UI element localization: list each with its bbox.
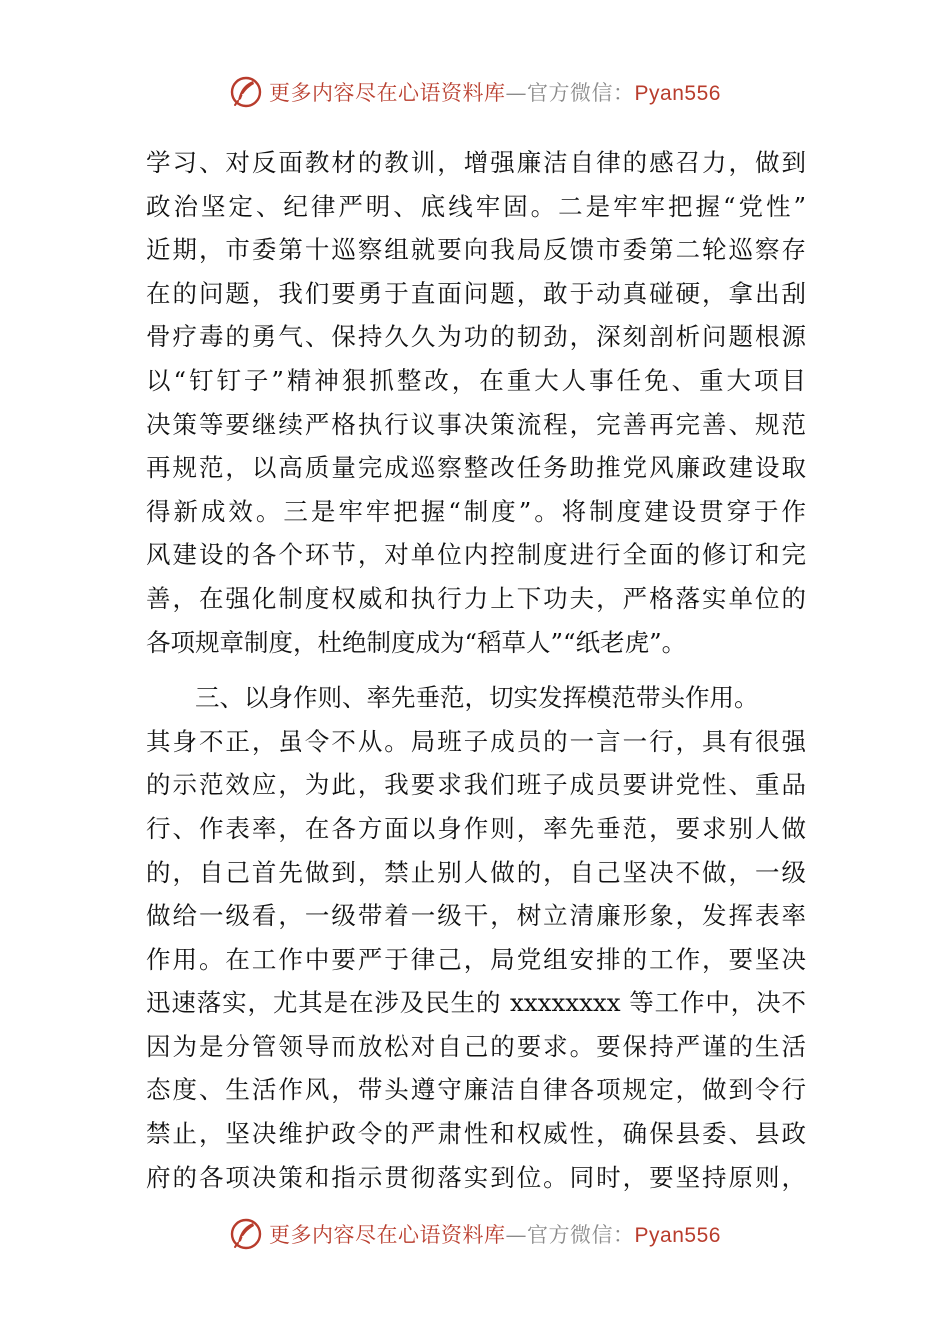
watermark-wechat-id: Pyan556 (634, 82, 721, 105)
text-line: 行、作表率，在各方面以身作则，率先垂范，要求别人做 (146, 813, 806, 843)
text-line: 学习、对反面教材的教训，增强廉洁自律的感召力，做到 (146, 148, 806, 177)
text-line: 骨疗毒的勇气、保持久久为功的韧劲，深刻剖析问题根源 (146, 322, 806, 352)
footer-watermark (0, 1214, 950, 1254)
feather-pen-logo-icon (229, 75, 263, 109)
text-line: 府的各项决策和指示贯彻落实到位。同时，要坚持原则， (146, 1162, 806, 1192)
text-line: 态度、生活作风，带头遵守廉洁自律各项规定，做到令行 (146, 1075, 806, 1105)
paragraph-2 (146, 676, 806, 1199)
text-line: 近期，市委第十巡察组就要向我局反馈市委第二轮巡察存 (146, 235, 806, 265)
watermark-text (269, 77, 721, 107)
watermark-separator: —官方微信： (505, 1223, 635, 1247)
text-line: 再规范，以高质量完成巡察整改任务助推党风廉政建设取 (146, 453, 806, 483)
paragraph-1 (146, 141, 806, 664)
text-line: 在的问题，我们要勇于直面问题，敢于动真碰硬，拿出刮 (146, 278, 806, 308)
text-line: 得新成效。三是牢牢把握“制度”。将制度建设贯穿于作 (146, 496, 806, 526)
watermark-text (269, 1219, 721, 1249)
text-line: 其身不正，虽令不从。局班子成员的一言一行，具有很强 (146, 726, 806, 756)
text-line: 政治坚定、纪律严明、底线牢固。二是牢牢把握“党性” (146, 191, 806, 221)
text-line: 的示范效应，为此，我要求我们班子成员要讲党性、重品 (146, 770, 806, 800)
text-line: 风建设的各个环节，对单位内控制度进行全面的修订和完 (146, 540, 806, 570)
watermark-brand: 更多内容尽在心语资料库 (269, 81, 506, 105)
text-line: 决策等要继续严格执行议事决策流程，完善再完善、规范 (146, 409, 806, 439)
text-line: 各项规章制度，杜绝制度成为“稻草人”“纸老虎”。 (146, 627, 687, 657)
paragraph-gap (146, 664, 806, 676)
text-line: 善，在强化制度权威和执行力上下功夫，严格落实单位的 (146, 583, 806, 613)
text-line: 做给一级看，一级带着一级干，树立清廉形象，发挥表率 (146, 901, 806, 931)
text-line: 以“钉钉子”精神狠抓整改，在重大人事任免、重大项目 (146, 365, 806, 395)
text-line: 禁止，坚决维护政令的严肃性和权威性，确保县委、县政 (146, 1119, 806, 1149)
document-body (146, 141, 806, 1199)
text-line: 因为是分管领导而放松对自己的要求。要保持严谨的生活 (146, 1031, 806, 1061)
text-line: 的，自己首先做到，禁止别人做的，自己坚决不做，一级 (146, 857, 806, 887)
feather-pen-logo-icon (229, 1217, 263, 1251)
watermark-brand: 更多内容尽在心语资料库 (269, 1223, 506, 1247)
text-line: 迅速落实，尤其是在涉及民生的 xxxxxxxx 等工作中，决不 (146, 988, 806, 1018)
header-watermark (0, 72, 950, 112)
watermark-wechat-id: Pyan556 (634, 1224, 721, 1247)
text-line: 作用。在工作中要严于律己，局党组安排的工作，要坚决 (146, 944, 806, 974)
section-heading-line: 三、以身作则、率先垂范，切实发挥模范带头作用。 (195, 683, 759, 713)
watermark-separator: —官方微信： (505, 81, 635, 105)
